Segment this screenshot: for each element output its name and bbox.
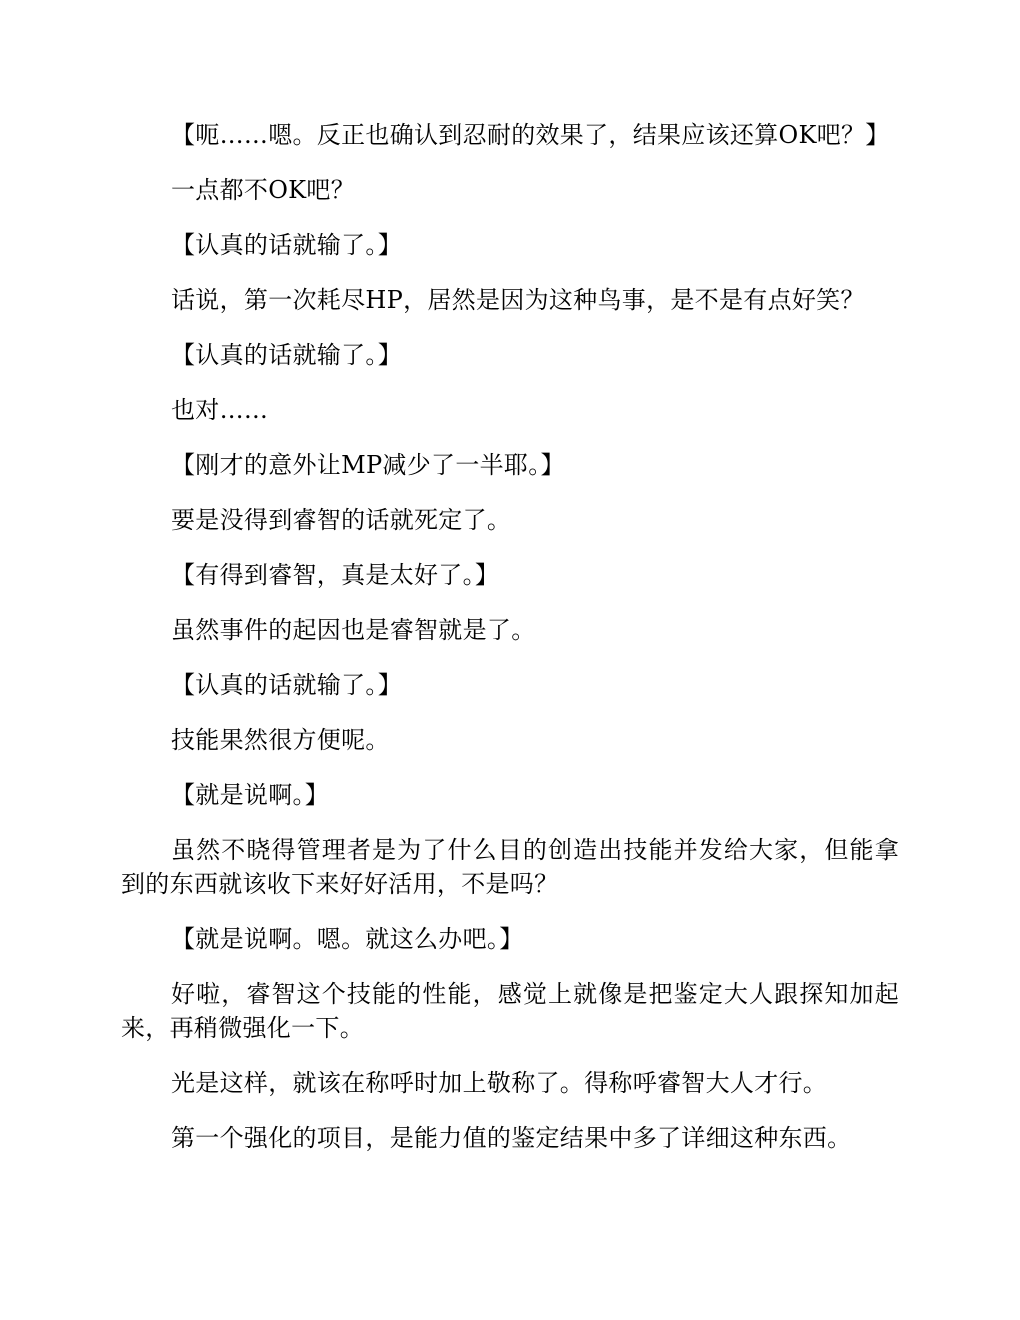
paragraph: 也对…… — [171, 396, 269, 424]
paragraph: 虽然不晓得管理者是为了什么目的创造出技能并发给大家，但能拿到的东西就该收下来好好活用，不是吗？ — [121, 836, 899, 898]
paragraph: 【认真的话就输了。】 — [171, 231, 402, 259]
paragraph: 第一个强化的项目，是能力值的鉴定结果中多了详细这种东西。 — [171, 1124, 852, 1152]
paragraph: 一点都不OK吧？ — [171, 176, 356, 204]
paragraph: 光是这样，就该在称呼时加上敬称了。得称呼睿智大人才行。 — [171, 1069, 828, 1097]
paragraph: 虽然事件的起因也是睿智就是了。 — [171, 616, 536, 644]
paragraph: 【有得到睿智，真是太好了。】 — [171, 561, 500, 589]
paragraph: 好啦，睿智这个技能的性能，感觉上就像是把鉴定大人跟探知加起来，再稍微强化一下。 — [121, 980, 899, 1042]
paragraph: 话说，第一次耗尽HP，居然是因为这种鸟事，是不是有点好笑？ — [171, 286, 865, 314]
document-page — [121, 118, 899, 1176]
paragraph: 【认真的话就输了。】 — [171, 341, 402, 369]
paragraph: 【认真的话就输了。】 — [171, 671, 402, 699]
paragraph: 【刚才的意外让MP减少了一半耶。】 — [171, 451, 565, 479]
paragraph: 【就是说啊。】 — [171, 781, 330, 809]
paragraph: 技能果然很方便呢。 — [171, 726, 390, 754]
paragraph: 要是没得到睿智的话就死定了。 — [171, 506, 512, 534]
paragraph: 【呃……嗯。反正也确认到忍耐的效果了，结果应该还算OK吧？】 — [171, 121, 890, 149]
paragraph: 【就是说啊。嗯。就这么办吧。】 — [171, 925, 524, 953]
